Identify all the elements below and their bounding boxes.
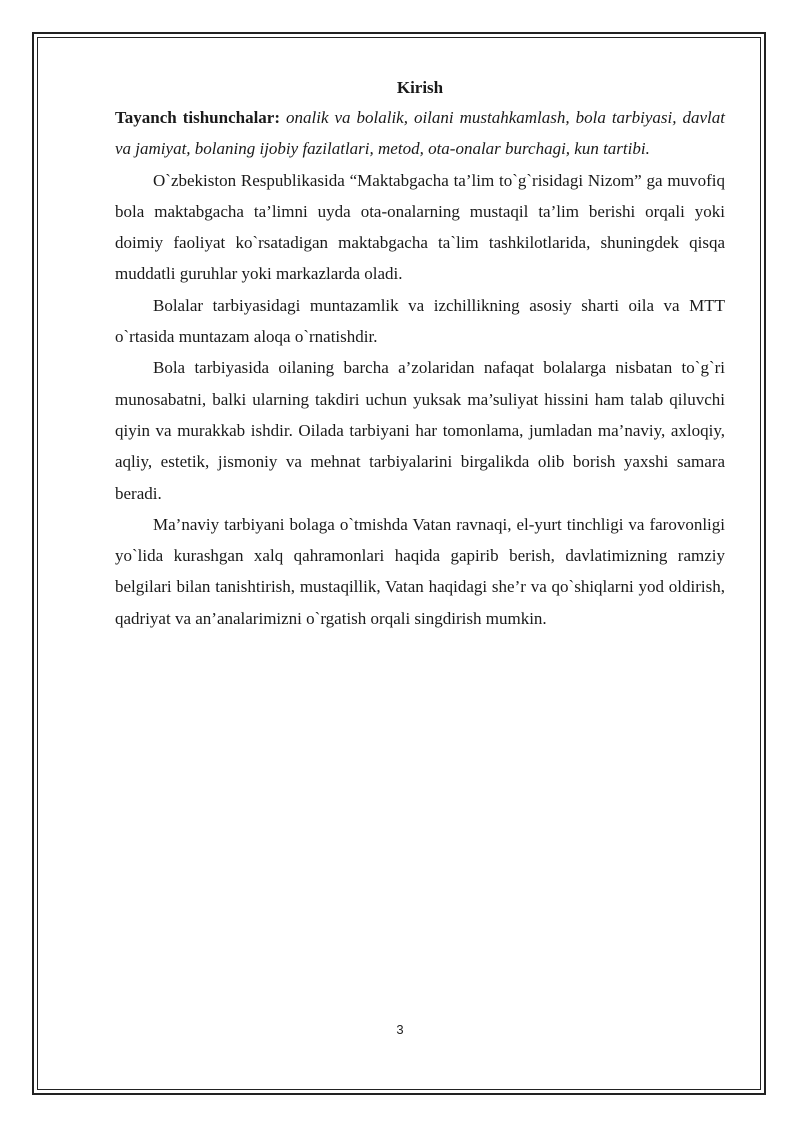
page-number: 3 (396, 1022, 404, 1037)
paragraph: Bola tarbiyasida oilaning barcha a’zolaridan nafaqat bolalarga nisbatan to`g`ri munosabatni, balki ularning takdiri uchun yuksak ma’suliyat hissini ham talab qiluvchi qiyin va murakkab ishdir. Oilada tarbiyani har tomonlama, jumladan ma’naviy, axloqiy, aqliy, estetik, jismoniy va mehnat tarbiyalarini birgalikda olib borish yaxshi samara beradi. (115, 358, 725, 503)
document-body (115, 74, 725, 634)
keywords-text: onalik va bolalik, oilani mustahkamlash, bola tarbiyasi, davlat va jamiyat, bolaning ijobiy fazilatlari, metod, ota-onalar burchagi, kun tartibi. (115, 108, 725, 159)
paragraph: Ma’naviy tarbiyani bolaga o`tmishda Vatan ravnaqi, el-yurt tinchligi va farovonligi yo`lida kurashgan xalq qahramonlari haqida gapirib berish, davlatimizning ramziy belgilari bilan tanishtirish, mustaqillik, Vatan haqidagi she’r va qo`shiqlarni yod oldirish, qadriyat va an’analarimizni o`rgatish orqali singdirish mumkin. (115, 514, 725, 628)
keywords-label: Tayanch tishunchalar: (115, 108, 281, 127)
page-title: Kirish (396, 78, 444, 97)
paragraph: Bolalar tarbiyasidagi muntazamlik va izchillikning asosiy sharti oila va MTT o`rtasida muntazam aloqa o`rnatishdir. (115, 295, 725, 347)
paragraph: O`zbekiston Respublikasida “Maktabgacha ta’lim to`g`risidagi Nizom” ga muvofiq bola maktabgacha ta’limni uyda ota-onalarning mustaqil ta’lim berishi orqali yoki doimiy faoliyat ko`rsatadigan maktabgacha ta`lim tashkilotlarida, shuningdek qisqa muddatli guruhlar yoki markazlarda oladi. (115, 170, 725, 284)
keywords-block (115, 102, 725, 165)
